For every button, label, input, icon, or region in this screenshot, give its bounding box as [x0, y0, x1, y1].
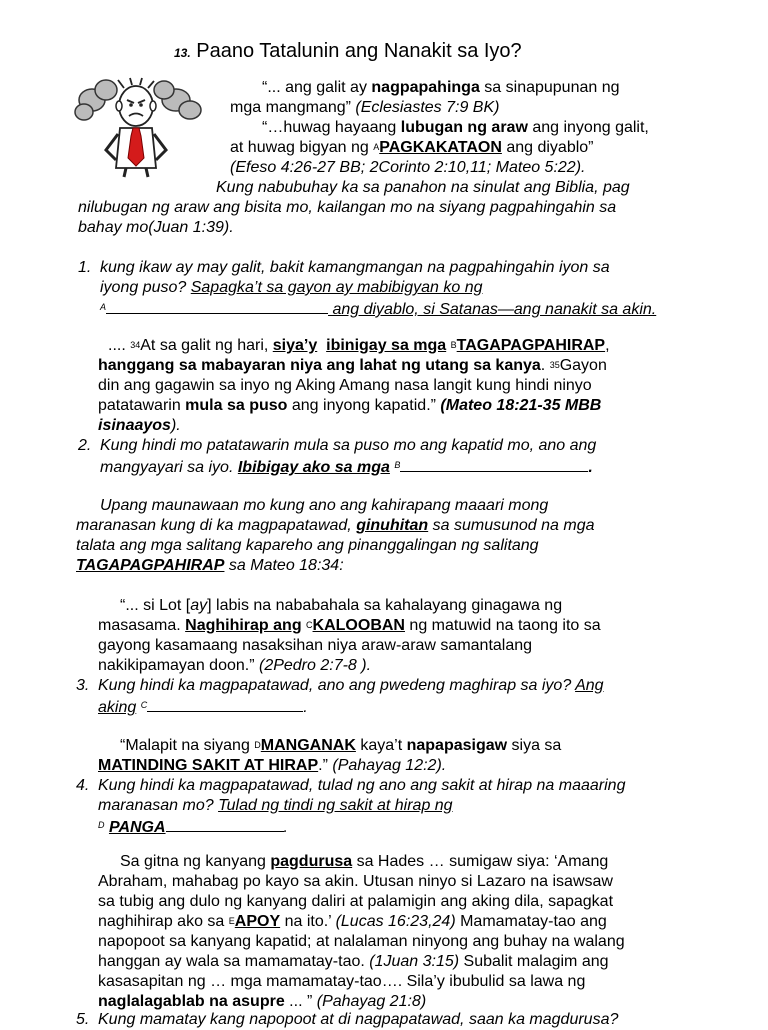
- passage-line: masasama. Naghihirap ang $^C$KALOOBAN ng matuwid na taong ito sa: [98, 617, 601, 634]
- paragraph-line: Upang maunawaan mo kung ano ang kahirapang maaari mong: [100, 497, 549, 514]
- paragraph-line: TAGAPAGPAHIRAP sa Mateo 18:34:: [76, 557, 344, 574]
- passage-line: MATINDING SAKIT AT HIRAP.” (Pahayag 12:2).: [98, 757, 447, 774]
- answer-blank-d[interactable]: [166, 816, 284, 832]
- passage-line: din ang gagawin sa inyo ng Aking Amang nasa langit kung hindi ninyo: [98, 377, 592, 394]
- answer-blank-b[interactable]: [400, 456, 588, 472]
- question-1-answer: $^A$ ang diyablo, si Satanas—ang nanakit sa akin.: [100, 298, 656, 320]
- note-line: Kung nabubuhay ka sa panahon na sinulat ang Biblia, pag: [216, 179, 630, 196]
- question-2-line: mangyayari sa iyo. Ibibigay ako sa mga $^B$ .: [100, 456, 593, 478]
- quote-line: mga mangmang” (Eclesiastes 7:9 BK): [230, 99, 500, 116]
- page-title: [174, 38, 522, 66]
- paragraph-line: maranasan kung di ka magpapatawad, ginuhitan sa sumusunod na mga: [76, 517, 595, 534]
- question-4: 4. Kung hindi ka magpapatawad, tulad ng ano ang sakit at hirap na maaaring: [76, 777, 626, 794]
- angry-man-steaming-icon: [72, 76, 204, 178]
- question-3-answer: aking $^C$ .: [98, 696, 308, 718]
- passage-line: isinaayos).: [98, 417, 181, 434]
- passage-line: hanggan ay wala sa mamamatay-tao. (1Juan 3:15) Subalit malagim ang: [98, 953, 609, 970]
- passage-line: gayong kasamaang nasaksihan niya araw-araw samantalang: [98, 637, 533, 654]
- paragraph-line: talata ang mga salitang kapareho ang pinanggalingan ng salitang: [76, 537, 539, 554]
- passage-line: nakikipamayan doon.” (2Pedro 2:7-8 ).: [98, 657, 372, 674]
- passage-line: hanggang sa mabayaran niya ang lahat ng utang sa kanya. $^{35}$Gayon: [98, 357, 607, 374]
- answer-blank-a[interactable]: [106, 298, 328, 314]
- passage-line: sa tubig ang dulo ng kanyang daliri at palamigin ang aking dila, sapagkat: [98, 893, 614, 910]
- question-4-answer: $^D$ PANGA .: [98, 816, 288, 838]
- question-3: 3. Kung hindi ka magpapatawad, ano ang pwedeng maghirap sa iyo? Ang: [76, 677, 604, 694]
- passage-line: napopoot sa kanyang kapatid; at nalalaman ninyong ang buhay na walang: [98, 933, 625, 950]
- quote-line: at huwag bigyan ng $^A$PAGKAKATAON ang diyablo”: [230, 139, 594, 156]
- passage-line: Abraham, mahabag po kayo sa akin. Utusan ninyo si Lazaro na isawsaw: [98, 873, 613, 890]
- question-1-line: iyong puso? Sapagka’t sa gayon ay mabibigyan ko ng: [100, 279, 483, 296]
- scripture-reference: (Efeso 4:26-27 BB; 2Corinto 2:10,11; Mateo 5:22).: [230, 159, 586, 176]
- question-5: 5. Kung mamatay kang napopoot at di nagpapatawad, saan ka magdurusa?: [76, 1011, 619, 1028]
- passage-line: kasasapitan ng … mga mamamatay-tao…. Sila’y ibubulid sa lawa ng: [98, 973, 586, 990]
- question-4-line: maranasan mo? Tulad ng tindi ng sakit at hirap ng: [98, 797, 453, 814]
- passage-line: naglalagablab na asupre ... ” (Pahayag 21:8): [98, 993, 427, 1010]
- quote-line: “…huwag hayaang lubugan ng araw ang inyong galit,: [262, 119, 649, 136]
- passage-line: .... $^{34}$At sa galit ng hari, siya’y ibinigay sa mga $^B$TAGAPAGPAHIRAP,: [108, 337, 610, 354]
- title-text: Paano Tatalunin ang Nanakit sa Iyo?: [196, 40, 522, 62]
- passage-line: “... si Lot [ay] labis na nababahala sa kahalayang ginagawa ng: [120, 597, 563, 614]
- passage-line: Sa gitna ng kanyang pagdurusa sa Hades … sumigaw siya: ‘Amang: [120, 853, 609, 870]
- answer-blank-c[interactable]: [147, 696, 303, 712]
- passage-line: “Malapit na siyang $^D$MANGANAK kaya’t napapasigaw siya sa: [120, 737, 562, 754]
- note-line: nilubugan ng araw ang bisita mo, kailangan mo na siyang pagpahingahin sa: [78, 199, 617, 216]
- quote-line: “... ang galit ay nagpapahinga sa sinapupunan ng: [262, 79, 620, 96]
- question-2: 2. Kung hindi mo patatawarin mula sa puso mo ang kapatid mo, ano ang: [78, 437, 597, 454]
- lesson-number: 13.: [174, 46, 191, 60]
- note-line: bahay mo(Juan 1:39).: [78, 219, 234, 236]
- question-1: 1. kung ikaw ay may galit, bakit kamangmangan na pagpahingahin iyon sa: [78, 259, 610, 276]
- passage-line: naghihirap ako sa $^E$APOY na ito.’ (Lucas 16:23,24) Mamamatay-tao ang: [98, 913, 607, 930]
- passage-line: patatawarin mula sa puso ang inyong kapatid.” (Mateo 18:21-35 MBB: [98, 397, 602, 414]
